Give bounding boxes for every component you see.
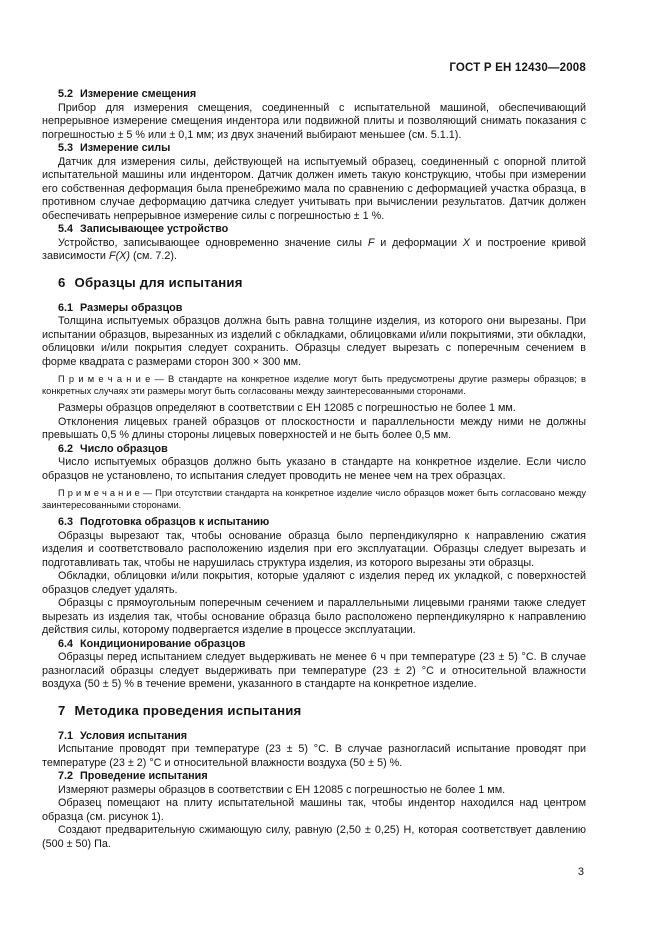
note	[42, 488, 586, 511]
text-segment: и построение кривой зависимости	[42, 236, 586, 262]
text-segment: Число испытуемых образцов должно быть указано в стандарте на конкретное изделие. Если число образцов не установлено, то испытания следует проводить не менее чем на трех образцах.	[42, 456, 586, 482]
text-segment: Образцы для испытания	[74, 274, 243, 290]
paragraph	[42, 824, 586, 851]
subsection-heading	[42, 770, 586, 784]
paragraph	[42, 156, 586, 224]
standard-designation: ГОСТ Р ЕН 12430—2008	[449, 62, 586, 74]
text-segment: Размеры образцов определяют в соответствии с ЕН 12085 с погрешностью не более 1 мм.	[58, 402, 516, 415]
text-segment: Записывающее устройство	[80, 223, 229, 235]
section-heading	[42, 703, 586, 719]
text-segment: Образцы вырезают так, чтобы основание образца было перпендикулярно к направлению сжатия изделия и соответствовало расположению изделия при его эксплуатации. Образцы следует вырезать и подготавливать так, чтобы не нарушилась структура изделия, из которого вырезаны эти образцы.	[42, 529, 586, 569]
math-symbol: F	[367, 236, 375, 249]
paragraph	[42, 570, 586, 597]
text-segment: Толщина испытуемых образцов должна быть равна толщине изделия, из которого они вырезаны. При испытании образцов, вырезанных из изделий с обкладками, облицовками и/или покрытиями, эти обкладки, облицовки и/или покрытия следует сохранить. Образцы следует вырезать с поперечным сечением в форме квадрата с размерами сторон 300 × 300 мм.	[42, 315, 586, 368]
text-segment: Образцы перед испытанием следует выдерживать не менее 6 ч при температуре (23 ± 5) °С. В случае разногласий образцы следует выдерживать при температуре (23 ± 2) °С и относительной влажности воздуха (50 ± 5) % в течение времени, указанного в стандарте на конкретное изделие.	[42, 651, 586, 691]
text-segment: Проведение испытания	[80, 770, 208, 783]
clause-number: 6	[58, 274, 66, 290]
paragraph	[42, 315, 586, 369]
text-segment: Измерение смещения	[80, 88, 197, 100]
paragraph	[42, 597, 586, 638]
paragraph	[42, 530, 586, 571]
clause-number: 5.3	[58, 142, 74, 154]
subsection-heading	[42, 302, 586, 316]
text-segment: Обкладки, облицовки и/или покрытия, которые удаляют с изделия перед их укладкой, с поверхностей образцов следует удалять.	[42, 570, 586, 596]
clause-number: 7.1	[58, 729, 74, 742]
document-content	[42, 88, 586, 851]
subsection-heading	[42, 88, 586, 102]
text-segment: Число образцов	[80, 442, 168, 455]
note	[42, 374, 586, 397]
subsection-heading	[42, 223, 586, 237]
text-segment: Измеряют размеры образцов в соответствии с ЕН 12085 с погрешностью не более 1 мм.	[58, 783, 506, 796]
paragraph	[42, 416, 586, 443]
text-segment: Отклонения лицевых граней образцов от плоскостности и параллельности между ними не должны превышать 0,5 % длины стороны лицевых поверхностей и не быть более 0,5 мм.	[42, 415, 586, 442]
paragraph	[42, 784, 586, 798]
math-symbol: X	[462, 236, 470, 249]
subsection-heading	[42, 730, 586, 744]
text-segment: Методика проведения испытания	[74, 702, 302, 718]
paragraph	[42, 237, 586, 264]
text-segment: Создают предварительную сжимающую силу, равную (2,50 ± 0,25) Н, которая соответствует давлению (500 ± 50) Па.	[42, 824, 586, 850]
clause-number: 7.2	[58, 770, 74, 783]
clause-number: 5.4	[58, 223, 74, 235]
clause-number: 6.1	[58, 301, 74, 314]
subsection-heading	[42, 516, 586, 530]
text-segment: Кондиционирование образцов	[80, 637, 246, 650]
text-segment: Прибор для измерения смещения, соединенный с испытательной машиной, обеспечивающий непрерывное измерение смещения индентора или подвижной плиты и позволяющий снимать показания с погрешностью ± 5 % или ± 0,1 мм; из двух значений выбирают меньшее (см. 5.1.1).	[42, 101, 586, 141]
clause-number: 6.3	[58, 516, 74, 529]
paragraph	[42, 102, 586, 143]
text-segment: Размеры образцов	[80, 301, 183, 314]
text-segment: Подготовка образцов к испытанию	[80, 516, 270, 529]
subsection-heading	[42, 443, 586, 457]
clause-number: 6.2	[58, 442, 74, 455]
page-number: 3	[577, 866, 584, 878]
clause-number: 6.4	[58, 637, 74, 650]
text-segment: Датчик для измерения силы, действующей на испытуемый образец, соединенный с опорной плитой испытательной машины или индентором. Датчик должен иметь такую конструкцию, чтобы при измерении его собственная деформация была пренебрежимо мала по сравнению с деформацией участка образца, в противном случае деформацию датчика следует учитывать при вычислении результатов. Датчик должен обеспечивать непрерывное измерение силы с погрешностью ± 1 %.	[42, 155, 586, 222]
text-segment: Образцы с прямоугольным поперечным сечением и параллельными лицевыми гранями также следует вырезать из изделия так, чтобы основание образца было расположено перпендикулярно к направлению действия силы, которому подвергается изделие в процессе эксплуатации.	[42, 597, 586, 637]
section-heading	[42, 275, 586, 291]
text-segment: П р и м е ч а н и е — В стандарте на конкретное изделие могут быть предусмотрены другие размеры образцов; в конкретных случаях эти размеры могут быть согласованы между заинтересованными сторонами.	[42, 374, 586, 396]
text-segment: Образец помещают на плиту испытательной машины так, чтобы индентор находился над центром образца (см. рисунок 1).	[42, 797, 586, 823]
math-symbol: F(X)	[108, 250, 130, 262]
clause-number: 7	[58, 702, 66, 718]
text-segment: Условия испытания	[80, 729, 188, 742]
paragraph	[42, 797, 586, 824]
text-segment: Испытание проводят при температуре (23 ± 5) °С. В случае разногласий испытание проводят при температуре (23 ± 2) °С и относительной влажности воздуха (50 ± 5) %.	[42, 743, 586, 769]
paragraph	[42, 651, 586, 692]
text-segment: (см. 7.2).	[129, 250, 177, 262]
subsection-heading	[42, 638, 586, 652]
paragraph	[42, 456, 586, 483]
subsection-heading	[42, 142, 586, 156]
text-segment: и деформации	[374, 236, 463, 249]
text-segment: Измерение силы	[80, 142, 171, 154]
paragraph	[42, 402, 586, 416]
text-segment: П р и м е ч а н и е — При отсутствии стандарта на конкретное изделие число образцов может быть согласовано между заинтересованными сторонами.	[42, 488, 586, 510]
paragraph	[42, 743, 586, 770]
text-segment: Устройство, записывающее одновременно значение силы	[58, 236, 368, 249]
clause-number: 5.2	[58, 88, 74, 100]
